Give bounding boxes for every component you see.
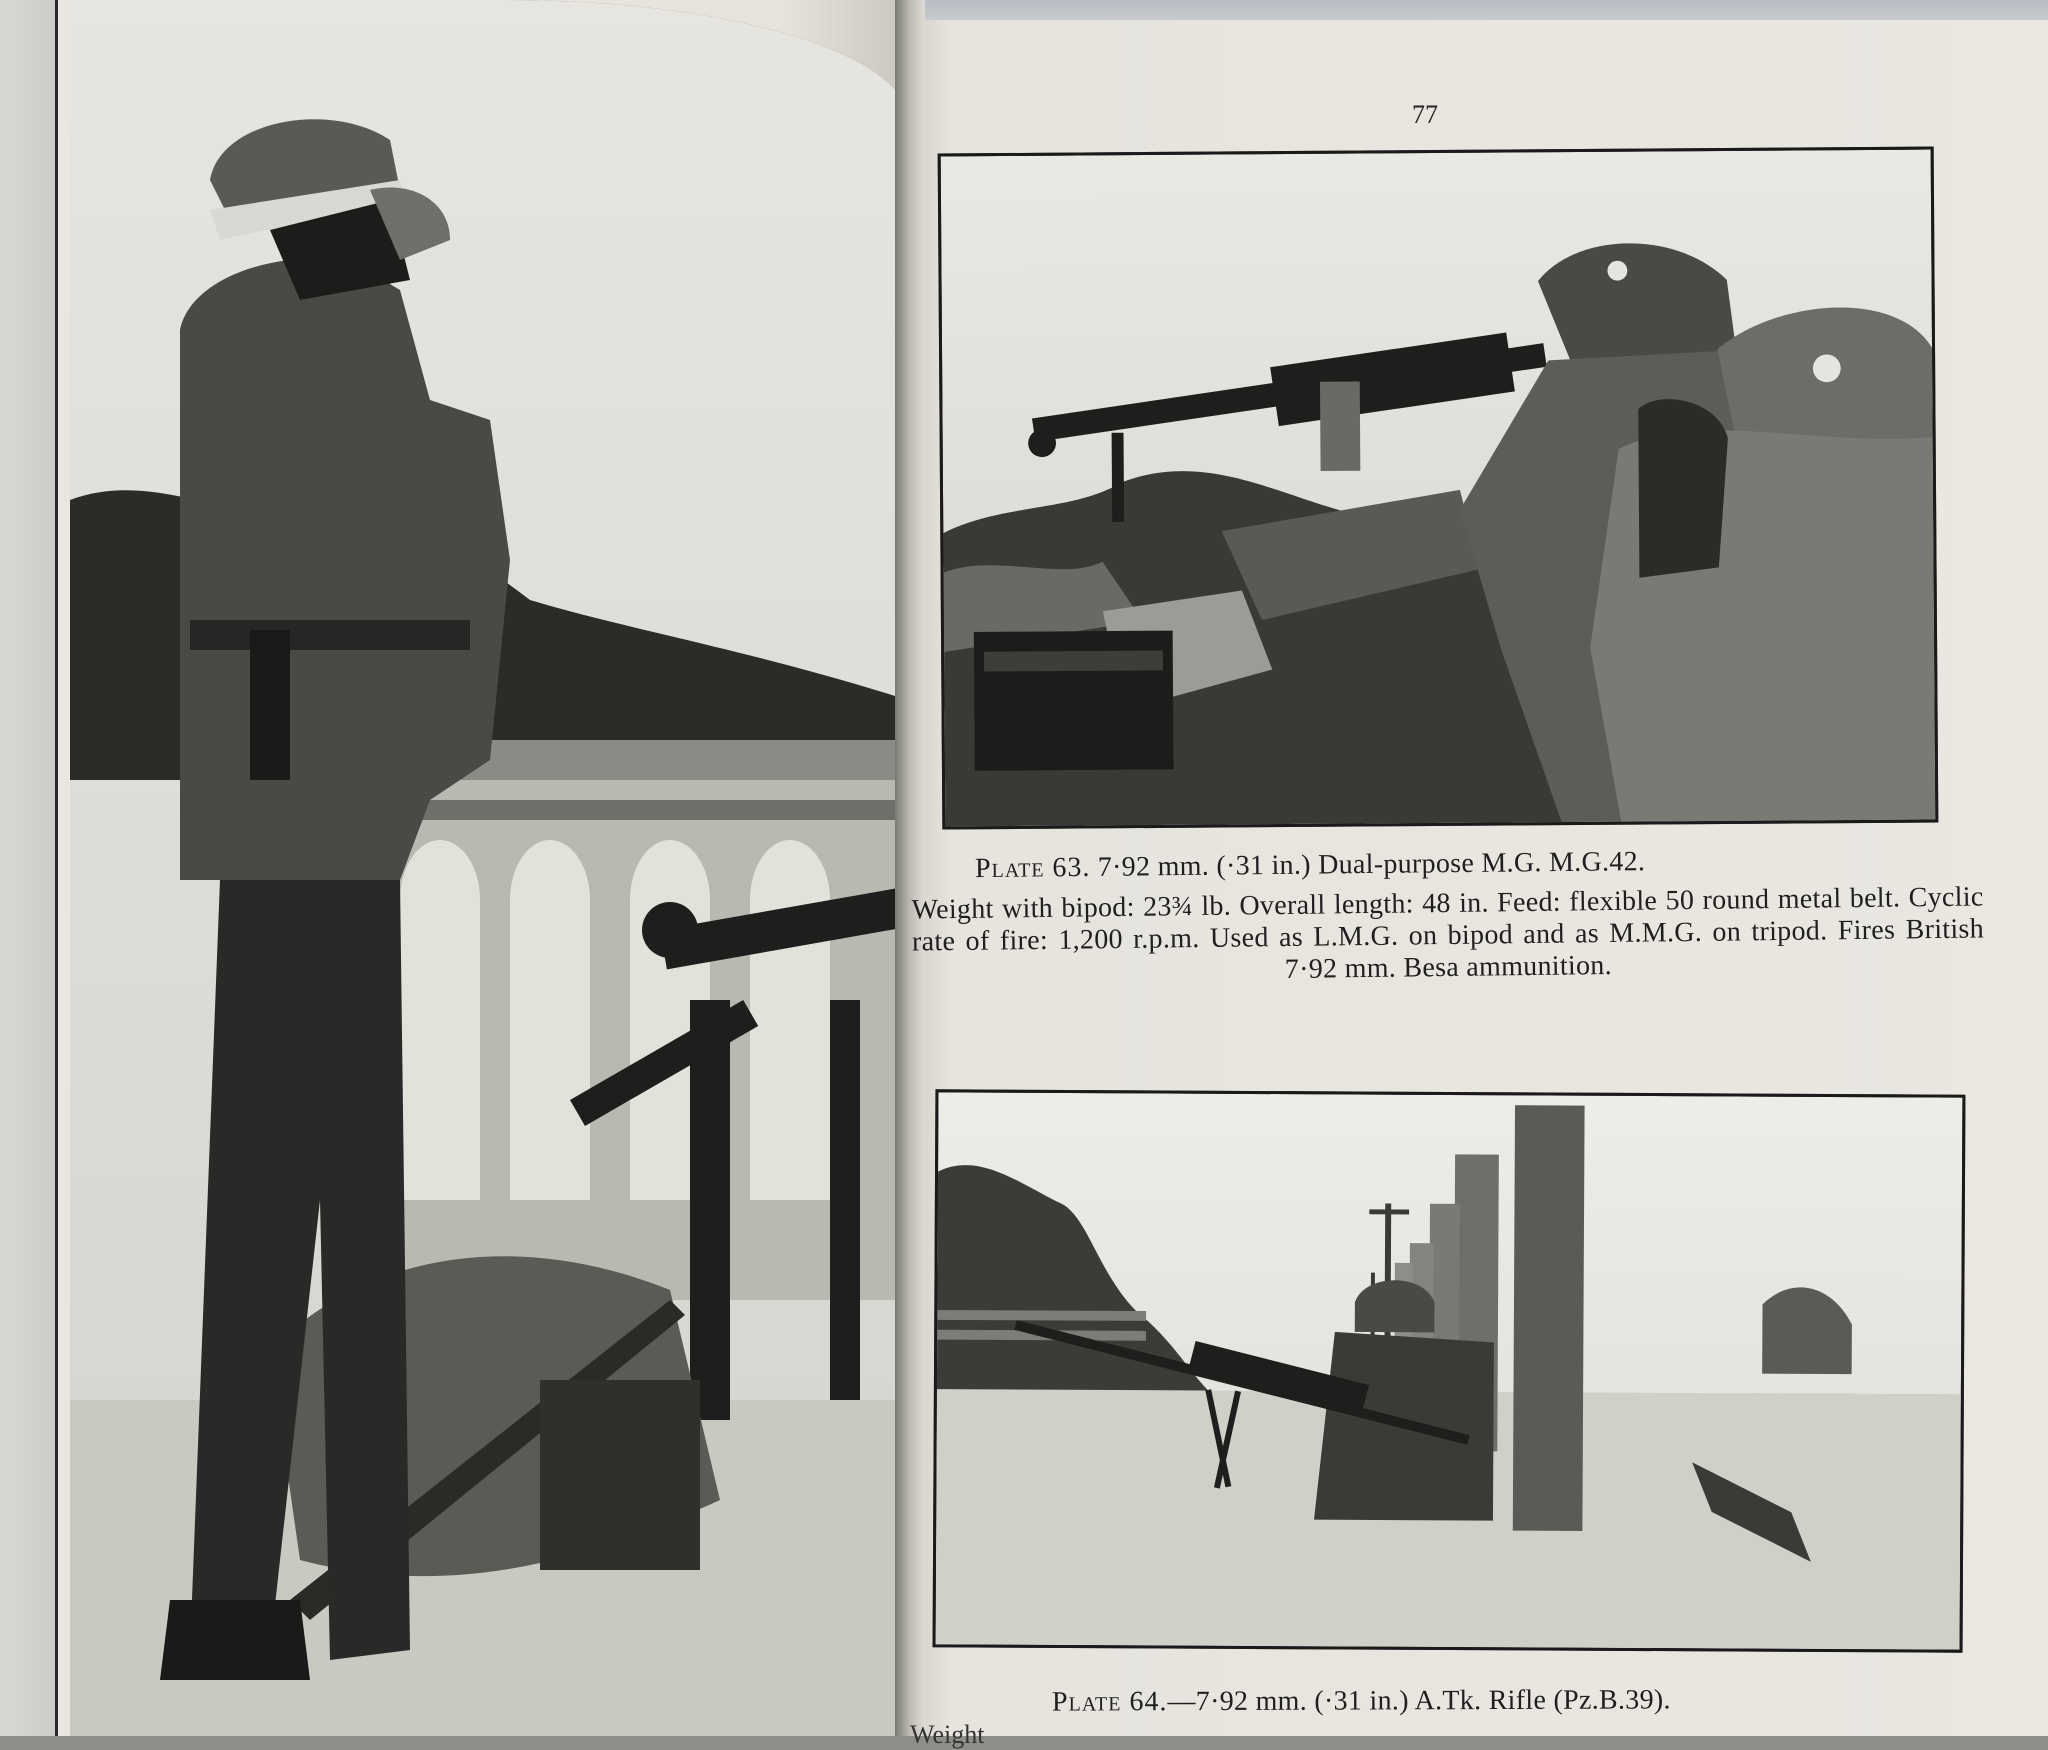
plate-64-title: —7·92 mm. (·31 in.) A.Tk. Rifle (Pz.B.39). xyxy=(1167,1684,1671,1718)
plate-63-title: 7·92 mm. (·31 in.) Dual-purpose M.G. M.G.42. xyxy=(1097,846,1646,883)
page-number: 77 xyxy=(1412,100,1438,129)
left-page-photo-soldier-with-binoculars xyxy=(70,0,908,1736)
cut-off-caption-line: Weight xyxy=(910,1720,985,1749)
plate-63-caption-body: Weight with bipod: 23¾ lb. Overall length: 48 in. Feed: flexible 50 round metal belt. Cyclic rate of fire: 1,200 r.p.m. Used as L.M.G. on bipod and as M.M.G. on tripod. Fires British 7·92 mm. Besa ammunition. xyxy=(911,881,1985,985)
book-gutter xyxy=(895,0,925,1736)
plate-64-photo-anti-tank-rifle xyxy=(933,1089,1966,1652)
plate-64-label: Plate 64. xyxy=(1051,1686,1168,1718)
plate-63-photo-mg42-crew xyxy=(938,147,1939,830)
plate-63-label: Plate 63. xyxy=(974,851,1091,885)
plate-64-caption-title xyxy=(1052,1683,1952,1718)
